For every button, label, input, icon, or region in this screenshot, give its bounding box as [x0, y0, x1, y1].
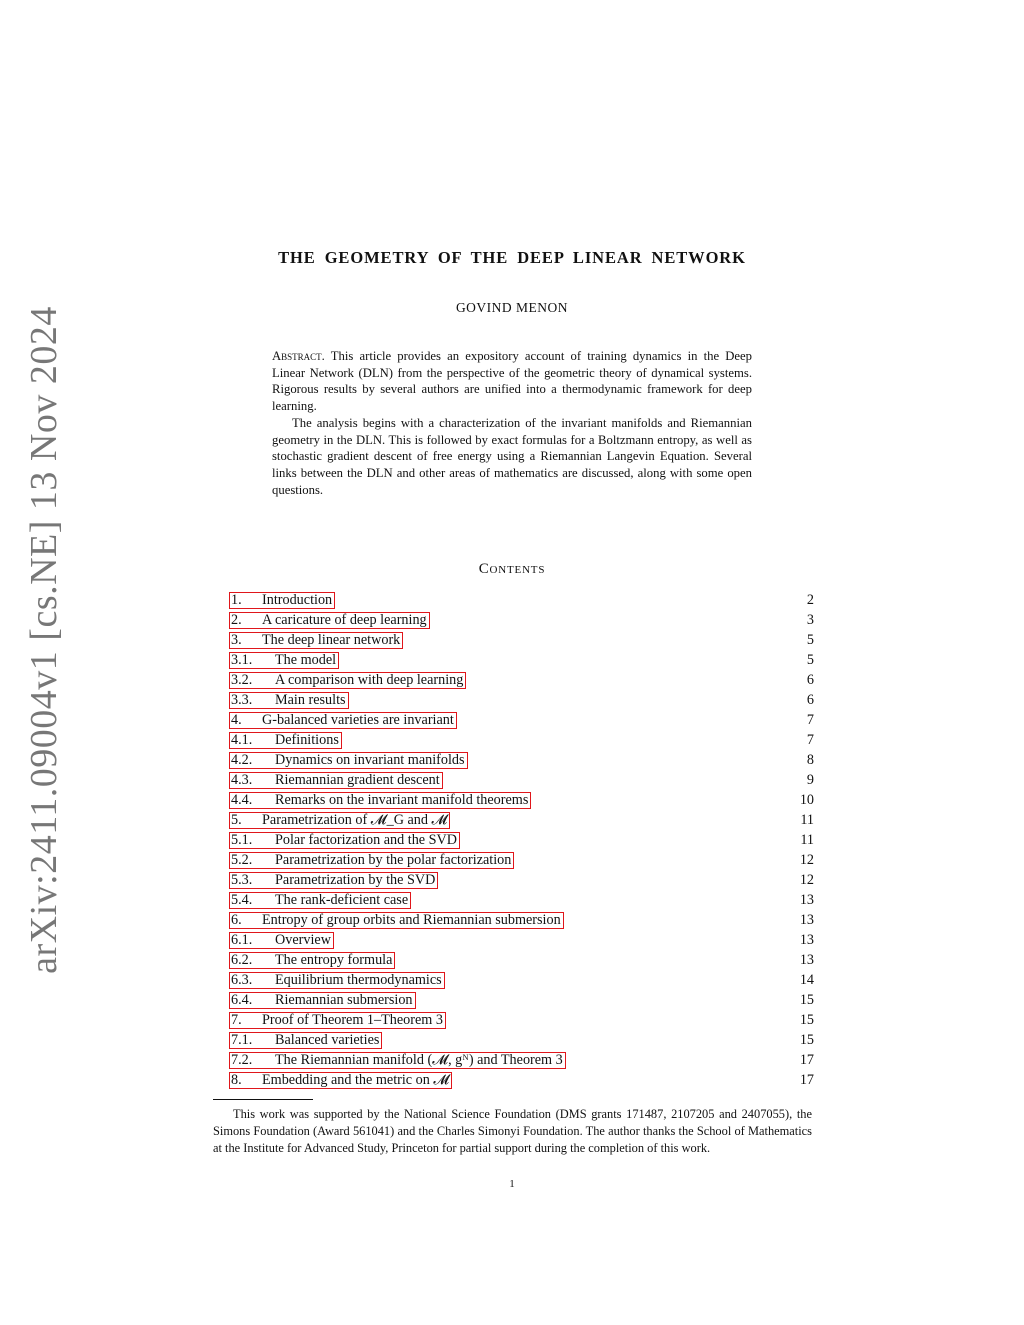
arxiv-sidebar-stamp: [22, 306, 66, 974]
toc-page-number: 12: [799, 872, 814, 888]
toc-page-number: 3: [806, 612, 814, 628]
toc-section-number: 3.2.: [231, 672, 253, 688]
abstract: [272, 348, 752, 498]
toc-section-title: Parametrization of 𝓜_G and 𝓜: [262, 812, 448, 828]
toc-link[interactable]: [229, 912, 564, 929]
toc-section-title: A comparison with deep learning: [275, 672, 464, 688]
abstract-paragraph-1: [272, 348, 752, 415]
toc-link[interactable]: [229, 1052, 566, 1069]
toc-page-number: 13: [799, 892, 814, 908]
toc-section-number: 3.1.: [231, 652, 253, 668]
toc-section-title: Riemannian submersion: [275, 992, 413, 1008]
toc-link[interactable]: [229, 772, 443, 789]
toc-item: [229, 831, 814, 851]
toc-item: [229, 891, 814, 911]
toc-item: [229, 1071, 814, 1091]
footnote-divider: [213, 1099, 313, 1100]
toc-item: [229, 651, 814, 671]
paper-title: THE GEOMETRY OF THE DEEP LINEAR NETWORK: [278, 248, 746, 267]
toc-section-number: 5.1.: [231, 832, 253, 848]
toc-section-number: 6.2.: [231, 952, 253, 968]
toc-section-title: Overview: [275, 932, 331, 948]
toc-link[interactable]: [229, 672, 466, 689]
toc-item: [229, 1051, 814, 1071]
toc-item: [229, 911, 814, 931]
toc-section-number: 7.2.: [231, 1052, 253, 1068]
abstract-heading: Abstract.: [272, 349, 325, 363]
toc-section-title: A caricature of deep learning: [262, 612, 427, 628]
toc-item: [229, 711, 814, 731]
toc-section-number: 6.3.: [231, 972, 253, 988]
toc-section-title: Polar factorization and the SVD: [275, 832, 458, 848]
toc-section-title: Main results: [275, 692, 346, 708]
toc-page-number: 10: [799, 792, 814, 808]
toc-link[interactable]: [229, 1032, 382, 1049]
toc-section-title: Dynamics on invariant manifolds: [275, 752, 465, 768]
toc-item: [229, 871, 814, 891]
toc-section-number: 2.: [231, 612, 242, 628]
toc-page-number: 5: [806, 632, 814, 648]
toc-link[interactable]: [229, 812, 450, 829]
toc-section-number: 4.4.: [231, 792, 253, 808]
toc-section-title: Parametrization by the SVD: [275, 872, 436, 888]
toc-section-number: 4.2.: [231, 752, 253, 768]
toc-section-title: Riemannian gradient descent: [275, 772, 440, 788]
toc-page-number: 11: [800, 812, 814, 828]
toc-item: [229, 931, 814, 951]
toc-page-number: 13: [799, 932, 814, 948]
toc-page-number: 17: [799, 1052, 814, 1068]
toc-section-number: 3.: [231, 632, 242, 648]
toc-item: [229, 1031, 814, 1051]
toc-section-title: Balanced varieties: [275, 1032, 380, 1048]
toc-section-title: Introduction: [262, 592, 333, 608]
toc-page-number: 13: [799, 912, 814, 928]
toc-page-number: 17: [799, 1072, 814, 1088]
toc-section-title: G-balanced varieties are invariant: [262, 712, 454, 728]
abstract-text-1: This article provides an expository account of training dynamics in the Deep Linear Network (DLN) from the perspective of the geometric theory of dynamical systems. Rigorous results by several authors are unified into a thermodynamic framework for deep learning.: [272, 349, 752, 414]
toc-link[interactable]: [229, 632, 403, 649]
toc-item: [229, 691, 814, 711]
toc-item: [229, 971, 814, 991]
toc-section-number: 4.1.: [231, 732, 253, 748]
toc-section-number: 5.4.: [231, 892, 253, 908]
toc-page-number: 5: [806, 652, 814, 668]
toc-section-number: 5.2.: [231, 852, 253, 868]
toc-link[interactable]: [229, 992, 416, 1009]
toc-link[interactable]: [229, 592, 335, 609]
toc-section-number: 1.: [231, 592, 242, 608]
toc-section-title: Remarks on the invariant manifold theorems: [275, 792, 529, 808]
table-of-contents: [229, 591, 814, 1091]
toc-page-number: 14: [799, 972, 814, 988]
toc-item: [229, 671, 814, 691]
toc-item: [229, 751, 814, 771]
toc-link[interactable]: [229, 1012, 446, 1029]
toc-link[interactable]: [229, 612, 430, 629]
toc-section-title: Parametrization by the polar factorization: [275, 852, 512, 868]
toc-link[interactable]: [229, 752, 468, 769]
toc-item: [229, 631, 814, 651]
toc-page-number: 11: [800, 832, 814, 848]
toc-page-number: 7: [806, 732, 814, 748]
toc-link[interactable]: [229, 972, 445, 989]
toc-page-number: 13: [799, 952, 814, 968]
toc-item: [229, 611, 814, 631]
toc-section-number: 3.3.: [231, 692, 253, 708]
toc-item: [229, 811, 814, 831]
toc-page-number: 12: [799, 852, 814, 868]
toc-link[interactable]: [229, 872, 438, 889]
toc-section-number: 6.1.: [231, 932, 253, 948]
toc-section-title: Definitions: [275, 732, 339, 748]
toc-page-number: 15: [799, 992, 814, 1008]
toc-section-title: The entropy formula: [275, 952, 393, 968]
toc-page-number: 6: [806, 672, 814, 688]
toc-item: [229, 991, 814, 1011]
abstract-paragraph-2: The analysis begins with a characterization of the invariant manifolds and Riemannian geometry in the DLN. This is followed by exact formulas for a Boltzmann entropy, as well as stochastic gradient descent of free energy using a Riemannian Langevin Equation. Several links between the DLN and other areas of mathematics are discussed, along with some open questions.: [272, 415, 752, 497]
arxiv-identifier: arXiv:2411.09004v1 [cs.NE] 13 Nov 2024: [23, 306, 66, 974]
toc-item: [229, 731, 814, 751]
toc-section-number: 6.4.: [231, 992, 253, 1008]
toc-item: [229, 591, 814, 611]
toc-section-title: The rank-deficient case: [275, 892, 409, 908]
toc-section-number: 8.: [231, 1072, 242, 1088]
toc-link[interactable]: [229, 932, 334, 949]
toc-section-number: 7.: [231, 1012, 242, 1028]
toc-section-title: Entropy of group orbits and Riemannian submersion: [262, 912, 561, 928]
toc-section-number: 5.3.: [231, 872, 253, 888]
toc-section-title: The deep linear network: [262, 632, 401, 648]
page-number: 1: [509, 1178, 515, 1190]
paper-author: GOVIND MENON: [455, 300, 569, 315]
toc-section-title: Embedding and the metric on 𝓜: [262, 1072, 450, 1088]
toc-item: [229, 851, 814, 871]
toc-item: [229, 791, 814, 811]
toc-section-title: Equilibrium thermodynamics: [275, 972, 442, 988]
toc-link[interactable]: [229, 892, 411, 909]
toc-link[interactable]: [229, 732, 342, 749]
toc-link[interactable]: [229, 792, 531, 809]
toc-link[interactable]: [229, 1072, 452, 1089]
toc-section-number: 5.: [231, 812, 242, 828]
toc-page-number: 15: [799, 1032, 814, 1048]
toc-section-number: 4.: [231, 712, 242, 728]
toc-page-number: 15: [799, 1012, 814, 1028]
toc-page-number: 6: [806, 692, 814, 708]
toc-section-number: 6.: [231, 912, 242, 928]
toc-link[interactable]: [229, 712, 457, 729]
toc-item: [229, 771, 814, 791]
toc-link[interactable]: [229, 692, 349, 709]
toc-page-number: 9: [806, 772, 814, 788]
toc-link[interactable]: [229, 832, 460, 849]
toc-link[interactable]: [229, 952, 395, 969]
toc-section-title: Proof of Theorem 1–Theorem 3: [262, 1012, 443, 1028]
toc-item: [229, 1011, 814, 1031]
contents-heading: Contents: [478, 561, 546, 577]
toc-section-number: 7.1.: [231, 1032, 253, 1048]
toc-link[interactable]: [229, 852, 514, 869]
toc-page-number: 8: [806, 752, 814, 768]
toc-section-title: The Riemannian manifold (𝓜, gᴺ) and Theorem 3: [275, 1052, 563, 1068]
toc-link[interactable]: [229, 652, 339, 669]
footnote: This work was supported by the National Science Foundation (DMS grants 171487, 2107205 and 2407055), the Simons Foundation (Award 561041) and the Charles Simonyi Foundation. The author thanks the School of Mathematics at the Institute for Advanced Study, Princeton for partial support during the completion of this work.: [213, 1107, 812, 1155]
toc-page-number: 2: [806, 592, 814, 608]
toc-section-title: The model: [275, 652, 337, 668]
toc-section-number: 4.3.: [231, 772, 253, 788]
toc-item: [229, 951, 814, 971]
toc-page-number: 7: [806, 712, 814, 728]
